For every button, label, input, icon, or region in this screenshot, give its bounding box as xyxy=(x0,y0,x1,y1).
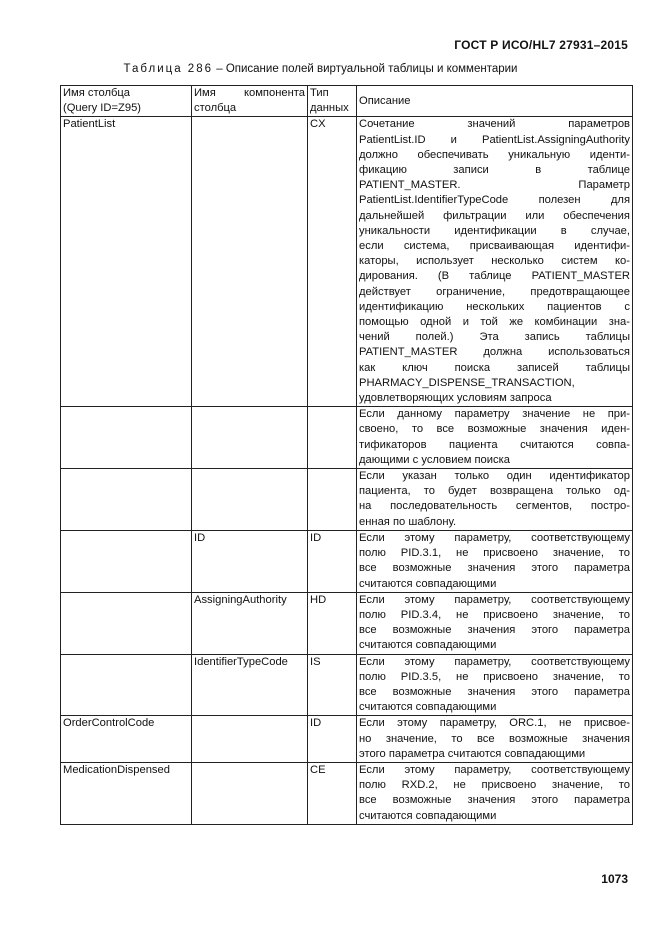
description-line: Если этому параметру, соответствующему xyxy=(359,531,630,544)
description-line: дающими с условием поиска xyxy=(359,453,510,466)
description-line: все возможные значения этого параметра xyxy=(359,624,630,637)
description-line: помощью одной и той же комбинации зна- xyxy=(359,316,630,329)
cell-column-name: MedicationDispensed xyxy=(61,762,192,824)
description-line: PHARMACY_DISPENSE_TRANSACTION, xyxy=(359,376,575,389)
fields-table xyxy=(60,85,633,825)
description-line: Если данному параметру значение не при- xyxy=(359,408,630,421)
cell-description xyxy=(357,530,633,592)
cell-column-name: OrderControlCode xyxy=(61,716,192,763)
description-line: Сочетание значений параметров xyxy=(359,118,630,131)
description-line: этого параметра считаются совпадающими xyxy=(359,747,586,760)
description-line: дальнейшей фильтрации или обеспечения xyxy=(359,209,630,222)
cell-column-name xyxy=(61,407,192,469)
cell-component-name xyxy=(192,469,308,531)
table-row xyxy=(61,530,633,592)
cell-description xyxy=(357,654,633,716)
description-line: PATIENT_MASTER. Параметр xyxy=(359,179,630,192)
cell-description xyxy=(357,117,633,407)
cell-column-name xyxy=(61,469,192,531)
cell-data-type xyxy=(308,469,357,531)
table-number: Таблица 286 xyxy=(123,63,213,75)
description-line: на последовательность сегментов, постро- xyxy=(359,500,630,513)
header-column-name: Имя столбца (Query ID=Z95) xyxy=(61,86,192,117)
table-row xyxy=(61,654,633,716)
description-line: полю PID.3.4, не присвоено значение, то xyxy=(359,608,630,621)
table-title: Описание полей виртуальной таблицы и комментарии xyxy=(225,63,518,75)
caption-dash: – xyxy=(216,63,223,75)
description-line: все возможные значения этого параметра xyxy=(359,794,630,807)
description-line: Если этому параметру, ORC.1, не присвое- xyxy=(359,717,630,730)
description-line: все возможные значения этого параметра xyxy=(359,685,630,698)
description-line: как ключ поиска записей таблицы xyxy=(359,361,630,374)
description-line: все возможные значения этого параметра xyxy=(359,562,630,575)
table-row xyxy=(61,469,633,531)
description-line: PatientList.ID и PatientList.AssigningAuthority xyxy=(359,133,630,146)
cell-component-name xyxy=(192,117,308,407)
description-line: считаются совпадающими xyxy=(359,809,497,822)
cell-data-type: HD xyxy=(308,592,357,654)
description-line: уникальности идентификации в случае, xyxy=(359,224,630,237)
cell-component-name: IdentifierTypeCode xyxy=(192,654,308,716)
table-caption xyxy=(0,63,651,75)
description-line: пациента, то будет возвращена только од- xyxy=(359,485,630,498)
description-line: полю PID.3.1, не присвоено значение, то xyxy=(359,547,630,560)
description-line: чений полей.) Эта запись таблицы xyxy=(359,331,630,344)
cell-description xyxy=(357,407,633,469)
description-line: PATIENT_MASTER должна использоваться xyxy=(359,346,630,359)
header-component-name: Имя компонента столбца xyxy=(192,86,308,117)
cell-component-name xyxy=(192,716,308,763)
cell-description xyxy=(357,469,633,531)
description-line: Если указан только один идентификатор xyxy=(359,470,630,483)
description-line: дирования. (В таблице PATIENT_MASTER xyxy=(359,270,630,283)
cell-data-type xyxy=(308,407,357,469)
table-row xyxy=(61,117,633,407)
cell-column-name xyxy=(61,592,192,654)
description-line: идентификацию нескольких пациентов с xyxy=(359,300,630,313)
description-line: каторы, использует несколько систем ко- xyxy=(359,255,630,268)
description-line: но значение, то все возможные значения xyxy=(359,732,630,745)
cell-data-type: ID xyxy=(308,530,357,592)
description-line: Если этому параметру, соответствующему xyxy=(359,655,630,668)
cell-column-name xyxy=(61,530,192,592)
cell-description xyxy=(357,592,633,654)
cell-data-type: CX xyxy=(308,117,357,407)
description-line: PatientList.IdentifierTypeCode полезен для xyxy=(359,194,630,207)
cell-component-name xyxy=(192,762,308,824)
description-line: фикацию записи в таблице xyxy=(359,164,630,177)
table-header-row xyxy=(61,86,633,117)
description-line: должно обеспечивать уникальную иденти- xyxy=(359,148,630,161)
description-line: тификаторов пациента считаются совпа- xyxy=(359,438,630,451)
cell-description xyxy=(357,716,633,763)
description-line: удовлетворяющих условиям запроса xyxy=(359,392,552,405)
cell-description xyxy=(357,762,633,824)
description-line: действует ограничение, предотвращающее xyxy=(359,285,630,298)
cell-data-type: ID xyxy=(308,716,357,763)
cell-component-name: ID xyxy=(192,530,308,592)
header-description: Описание xyxy=(357,86,633,117)
description-line: полю RXD.2, не присвоено значение, то xyxy=(359,779,630,792)
table-row xyxy=(61,407,633,469)
table-row xyxy=(61,762,633,824)
description-line: своено, то все возможные значения иден- xyxy=(359,423,630,436)
description-line: полю PID.3.5, не присвоено значение, то xyxy=(359,670,630,683)
description-line: енная по шаблону. xyxy=(359,515,457,528)
table-row xyxy=(61,592,633,654)
table-row xyxy=(61,716,633,763)
description-line: если система, присваивающая идентифи- xyxy=(359,240,630,253)
cell-column-name xyxy=(61,654,192,716)
cell-data-type: IS xyxy=(308,654,357,716)
page-number: 1073 xyxy=(601,872,628,886)
description-line: Если этому параметру, соответствующему xyxy=(359,763,630,776)
header-data-type: Тип данных xyxy=(308,86,357,117)
document-header: ГОСТ Р ИСО/HL7 27931–2015 xyxy=(454,38,628,52)
cell-component-name: AssigningAuthority xyxy=(192,592,308,654)
cell-data-type: CE xyxy=(308,762,357,824)
description-line: считаются совпадающими xyxy=(359,577,497,590)
description-line: Если этому параметру, соответствующему xyxy=(359,593,630,606)
description-line: считаются совпадающими xyxy=(359,639,497,652)
description-line: считаются совпадающими xyxy=(359,701,497,714)
cell-component-name xyxy=(192,407,308,469)
cell-column-name: PatientList xyxy=(61,117,192,407)
